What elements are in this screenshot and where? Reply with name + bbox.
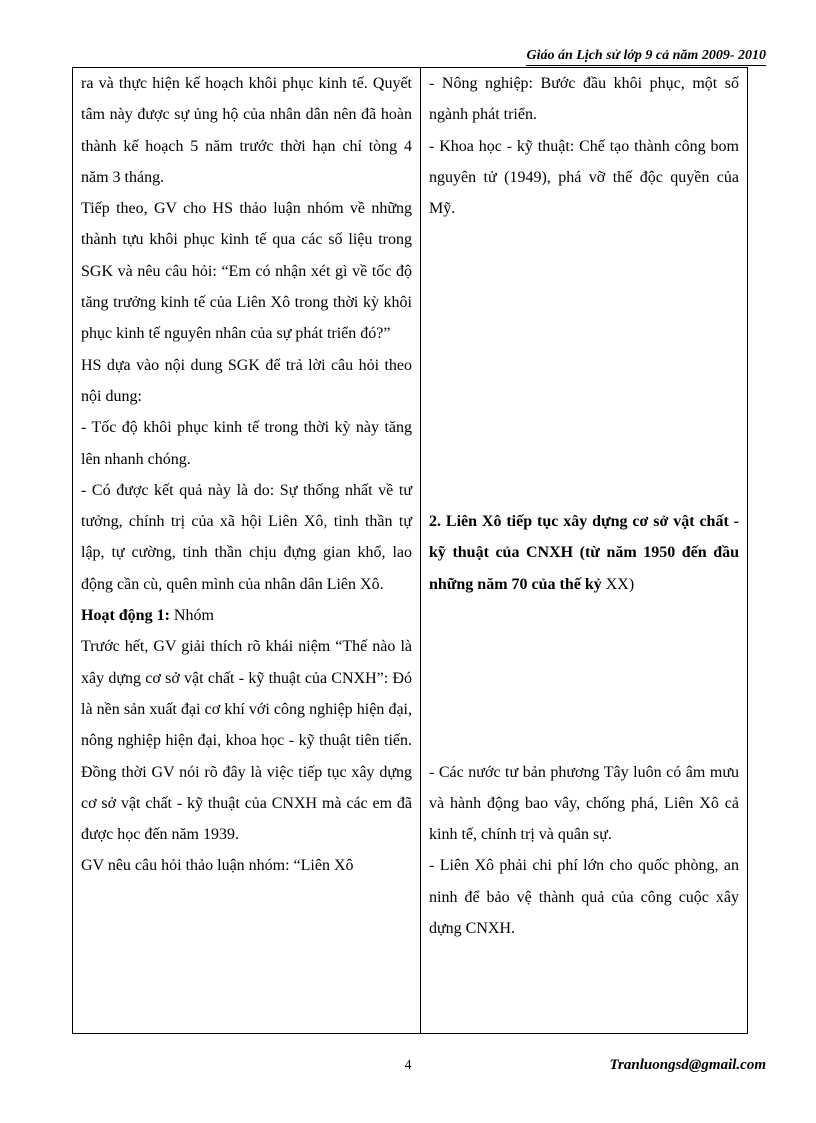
activity-type: Nhóm [169,607,214,625]
activity-heading [81,600,412,631]
paragraph: GV nêu câu hỏi thảo luận nhóm: “Liên Xô [81,857,354,875]
author-email: Tranluongsd@gmail.com [609,1057,766,1073]
section-heading-bold: 2. Liên Xô tiếp tục xây dựng cơ sở vật chất - kỹ thuật của CNXH (từ năm 1950 đến đầu những năm 70 của thế kỷ [429,513,739,593]
paragraph: - Liên Xô phải chi phí lớn cho quốc phòng, an ninh để bảo vệ thành quả của công cuộc xây dựng CNXH. [429,857,739,938]
lesson-table [72,67,748,1034]
paragraph: ra và thực hiện kế hoạch khôi phục kinh tế. Quyết tâm này được sự ủng hộ của nhân dân nên đã hoàn thành kế hoạch 5 năm trước thời hạn chỉ tòng 4 năm 3 tháng. [81,75,412,186]
section-heading-tail: XX) [601,575,635,593]
teacher-activity-column [73,68,421,1033]
paragraph: - Khoa học - kỹ thuật: Chế tạo thành công bom nguyên tử (1949), phá vỡ thế độc quyền của Mỹ. [429,137,739,218]
section-heading [429,506,739,600]
paragraph: - Các nước tư bản phương Tây luôn có âm mưu và hành động bao vây, chống phá, Liên Xô cả kinh tế, chính trị và quân sự. [429,763,739,844]
paragraph: HS dựa vào nội dung SGK để trả lời câu hỏi theo nội dung: [81,356,412,405]
document-header: Giáo án Lịch sử lớp 9 cả năm 2009- 2010 [526,48,766,66]
paragraph: Tiếp theo, GV cho HS thảo luận nhóm về những thành tựu khôi phục kinh tế qua các số liệu trong SGK và nêu câu hỏi: “Em có nhận xét gì về tốc độ tăng trưởng kinh tế của Liên Xô trong thời kỳ khôi phục kinh tế nguyên nhân của sự phát triển đó?” [81,200,412,343]
paragraph: - Có được kết quả này là do: Sự thống nhất về tư tưởng, chính trị của xã hội Liên Xô, tinh thần tự lập, tự cường, tinh thần chịu đựng gian khổ, lao động cần cù, quên mình của nhân dân Liên Xô. [81,481,412,593]
page-number: 4 [404,1058,412,1073]
paragraph: - Tốc độ khôi phục kinh tế trong thời kỳ này tăng lên nhanh chóng. [81,419,412,468]
paragraph: Trước hết, GV giải thích rõ khái niệm “Thế nào là xây dựng cơ sở vật chất - kỹ thuật của CNXH”: Đó là nền sản xuất đại cơ khí với công nghiệp hiện đại, nông nghiệp hiện đại, khoa học - kỹ thuật tiên tiến. Đồng thời GV nói rõ đây là việc tiếp tục xây dựng cơ sở vật chất - kỹ thuật của CNXH mà các em đã được học đến năm 1939. [81,638,412,844]
paragraph: - Nông nghiệp: Bước đầu khôi phục, một số ngành phát triển. [429,75,739,124]
content-column [421,68,747,1033]
activity-label: Hoạt động 1: [81,607,170,625]
